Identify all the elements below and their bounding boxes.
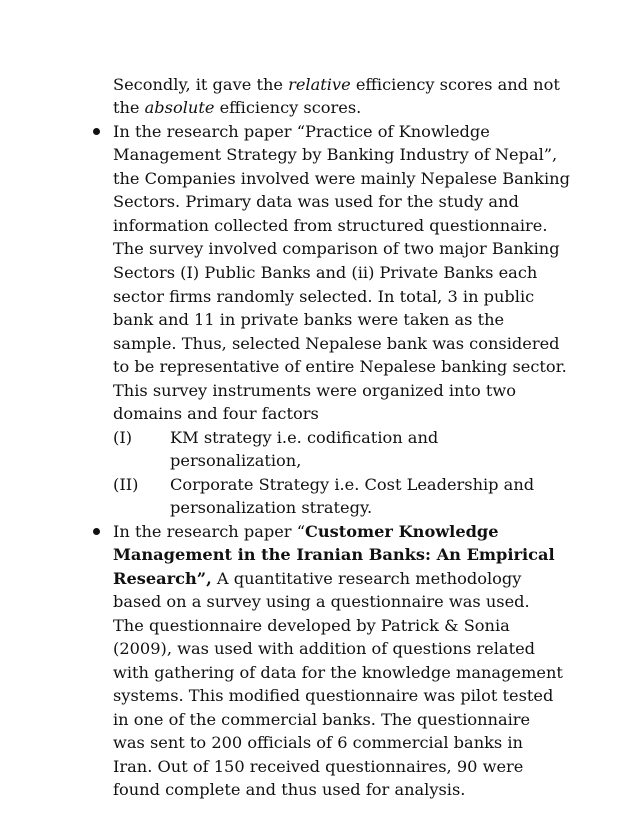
sub-item-text: personalization strategy. bbox=[170, 498, 373, 517]
text-line: Iran. Out of 150 received questionnaires, 90 were bbox=[113, 757, 524, 776]
text-line: the absolute efficiency scores. bbox=[113, 98, 362, 117]
sub-item-number: (I) bbox=[113, 428, 133, 447]
text-line: In the research paper “Customer Knowledge bbox=[113, 522, 499, 541]
text-line: Sectors (I) Public Banks and (ii) Private Banks each bbox=[113, 263, 538, 282]
text-line: Sectors. Primary data was used for the study and bbox=[113, 192, 519, 211]
text-line: Management Strategy by Banking Industry of Nepal”, bbox=[113, 145, 558, 164]
text-line: bank and 11 in private banks were taken as the bbox=[113, 310, 505, 329]
text-line: The questionnaire developed by Patrick & Sonia bbox=[113, 616, 510, 635]
text-line: found complete and thus used for analysis. bbox=[113, 780, 466, 799]
sub-item-number: (II) bbox=[113, 475, 139, 494]
text-line: was sent to 200 officials of 6 commercial banks in bbox=[113, 733, 523, 752]
text-line: (2009), was used with addition of questions related bbox=[113, 639, 536, 658]
text-line: to be representative of entire Nepalese banking sector. bbox=[113, 357, 567, 376]
bullet-icon bbox=[93, 528, 100, 535]
sub-item-text: KM strategy i.e. codification and bbox=[170, 428, 439, 447]
sub-item-text: Corporate Strategy i.e. Cost Leadership and bbox=[170, 475, 535, 494]
text-line: domains and four factors bbox=[113, 404, 319, 423]
text-line: information collected from structured questionnaire. bbox=[113, 216, 548, 235]
text-line: The survey involved comparison of two major Banking bbox=[113, 239, 560, 258]
text-line: In the research paper “Practice of Knowledge bbox=[113, 122, 490, 141]
text-line: systems. This modified questionnaire was pilot tested bbox=[113, 686, 554, 705]
text-line: sector firms randomly selected. In total, 3 in public bbox=[113, 287, 535, 306]
text-line: in one of the commercial banks. The questionnaire bbox=[113, 710, 531, 729]
text-line: Management in the Iranian Banks: An Empirical bbox=[113, 545, 555, 564]
text-line: This survey instruments were organized into two bbox=[113, 381, 516, 400]
sub-item-text: personalization, bbox=[170, 451, 302, 470]
text-line: Research”, A quantitative research methodology bbox=[113, 569, 522, 588]
text-line: sample. Thus, selected Nepalese bank was considered bbox=[113, 334, 560, 353]
text-line: based on a survey using a questionnaire was used. bbox=[113, 592, 530, 611]
bullet-icon bbox=[93, 128, 100, 135]
text-line: the Companies involved were mainly Nepalese Banking bbox=[113, 169, 570, 188]
text-line: Secondly, it gave the relative efficiency scores and not bbox=[113, 75, 560, 94]
text-line: with gathering of data for the knowledge management bbox=[113, 663, 563, 682]
